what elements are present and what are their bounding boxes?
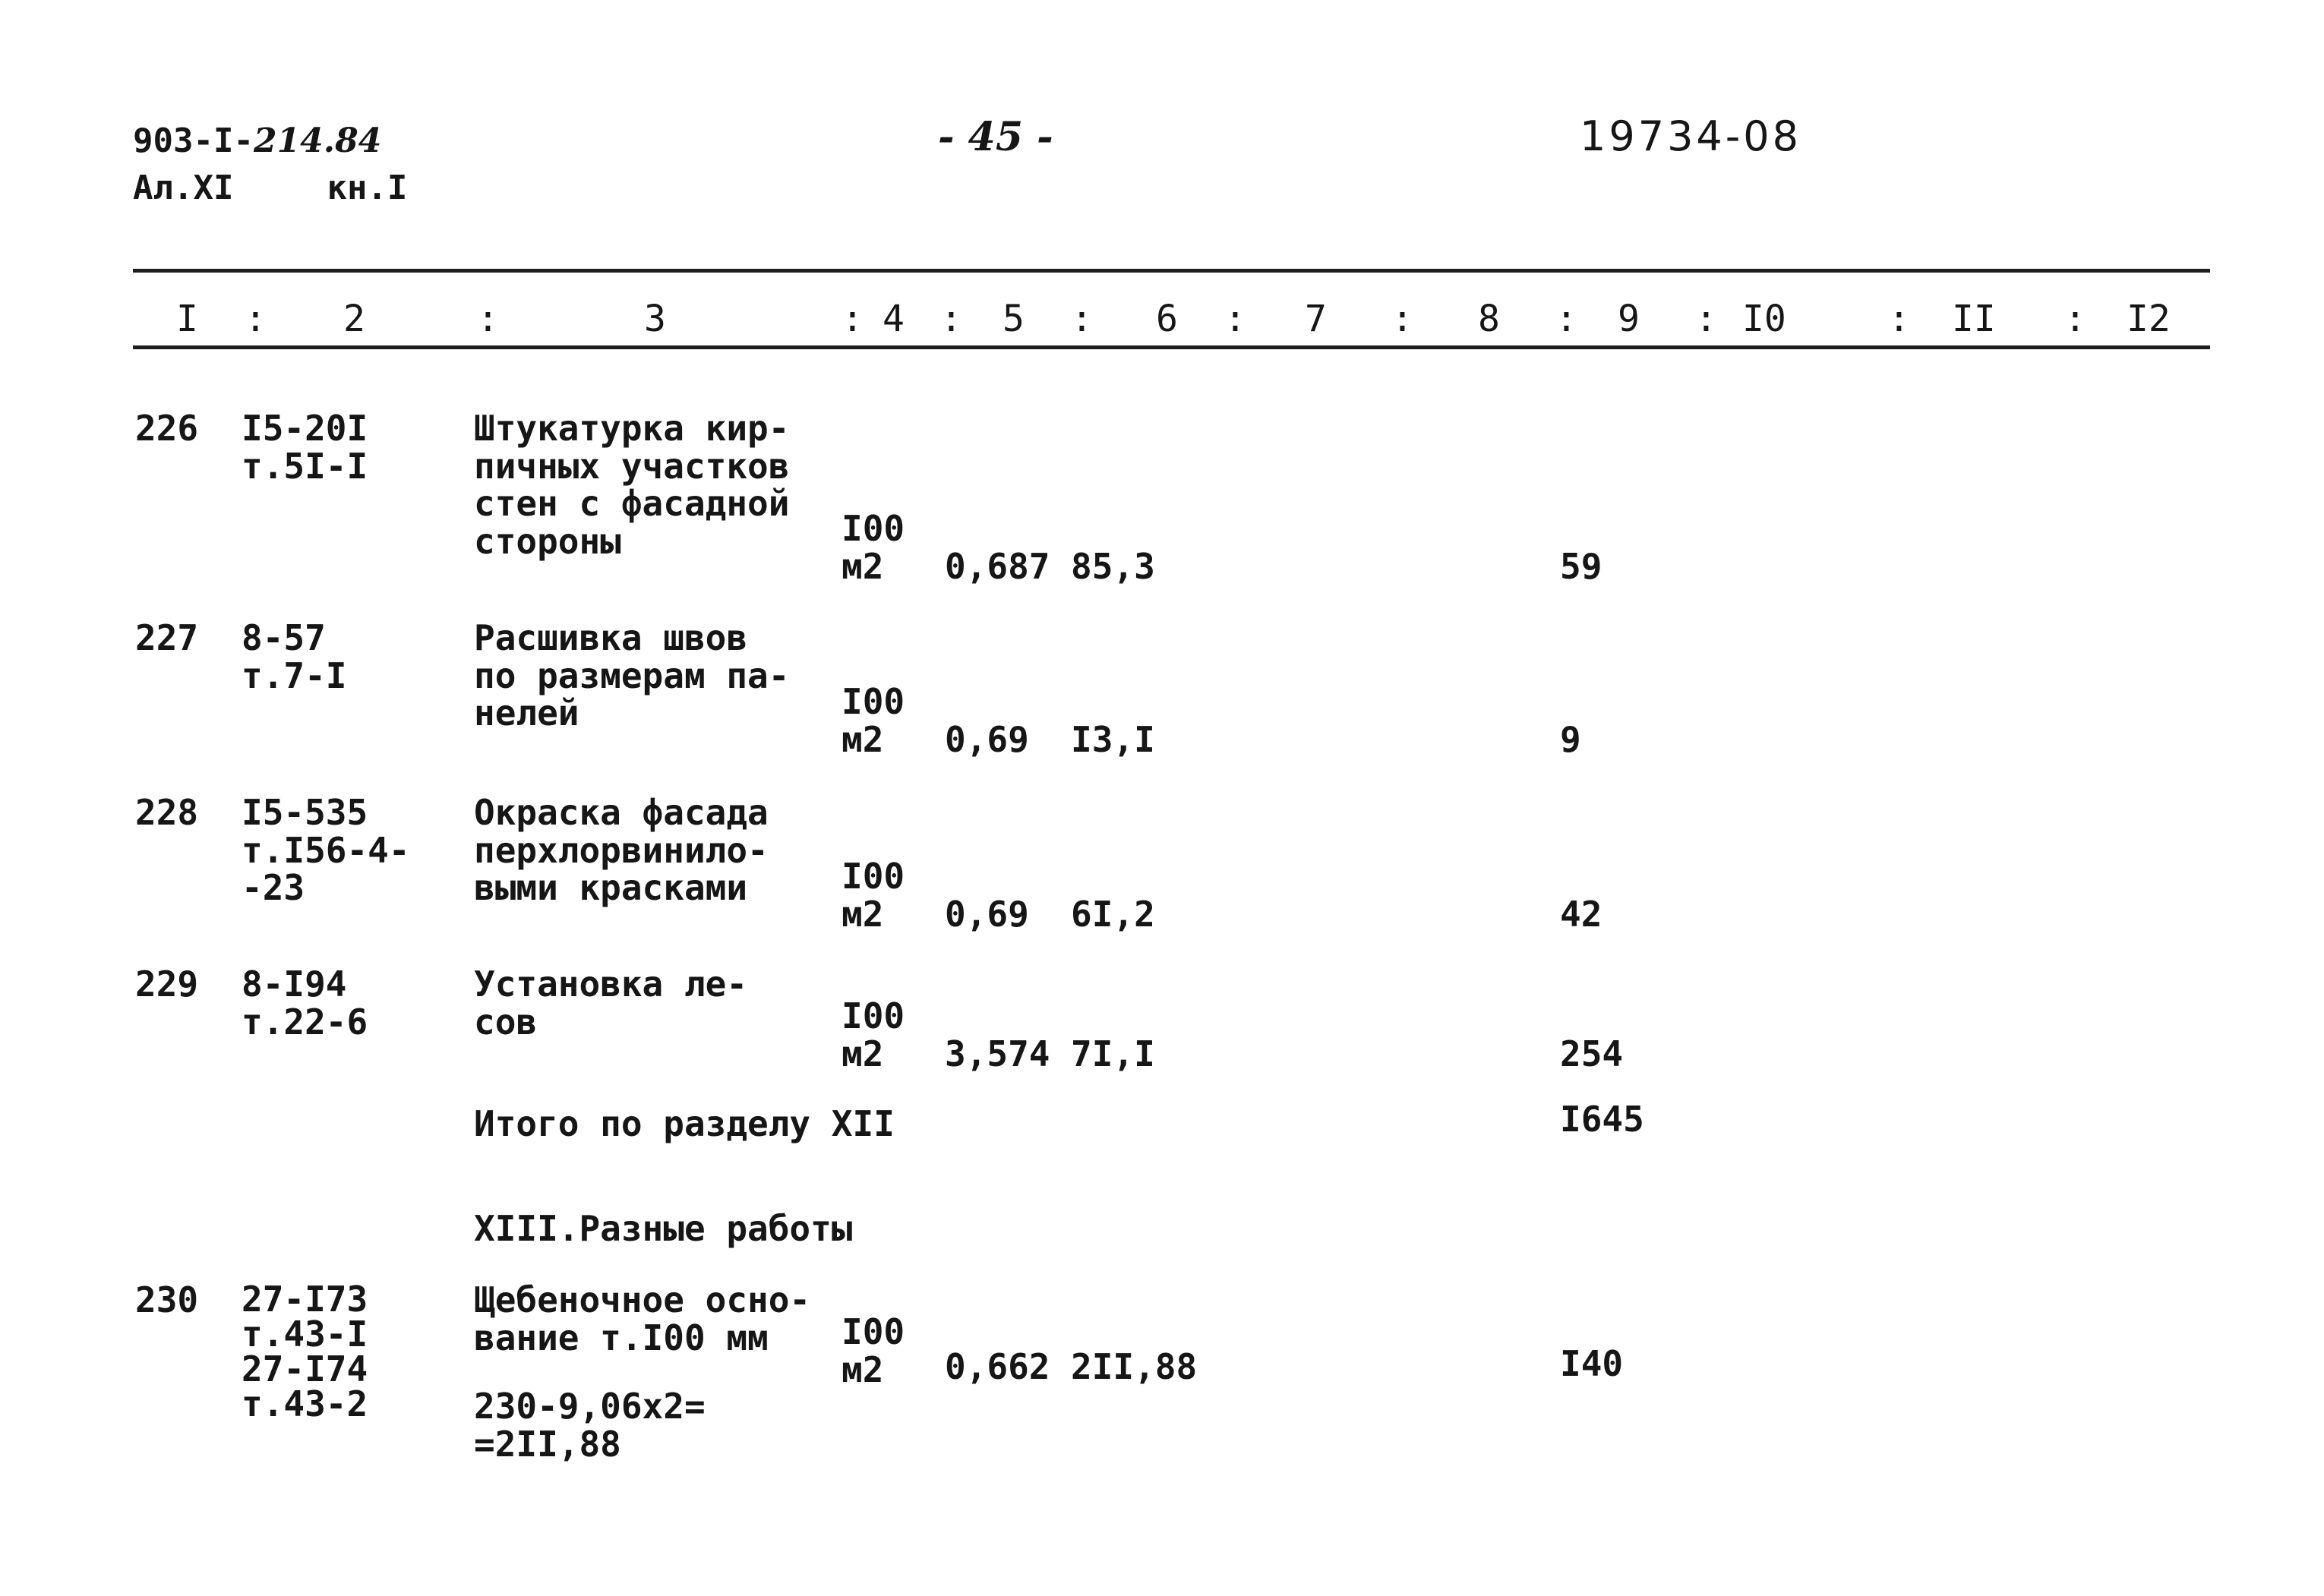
book-label: кн.I bbox=[327, 169, 408, 207]
quantity: 0,662 bbox=[945, 1346, 1050, 1387]
unit: I00 м2 bbox=[842, 856, 905, 935]
quantity-calculation: 230-9,06х2= =2II,88 bbox=[474, 1386, 706, 1465]
unit-price: I3,I bbox=[1071, 719, 1155, 760]
document-code-handwritten: 214.84 bbox=[253, 121, 382, 160]
unit-price: 85,3 bbox=[1071, 546, 1155, 587]
column-separator: : bbox=[477, 298, 499, 340]
total-cost: 59 bbox=[1560, 546, 1602, 587]
column-number: I bbox=[176, 298, 198, 340]
norm-code: 27-I73 т.43-I 27-I74 т.43-2 bbox=[242, 1279, 368, 1424]
column-number: 2 bbox=[343, 298, 365, 340]
row-number: 229 bbox=[135, 964, 199, 1005]
column-separator: : bbox=[1224, 298, 1246, 340]
work-description: Установка ле- сов bbox=[474, 964, 748, 1042]
document-code-prefix: 903-I- bbox=[133, 121, 254, 160]
work-description: Штукатурка кир- пичных участков стен с фасадной стороны bbox=[474, 408, 790, 563]
unit-price: 7I,I bbox=[1071, 1033, 1155, 1074]
quantity: 0,687 bbox=[945, 546, 1050, 587]
unit: I00 м2 bbox=[842, 681, 905, 760]
document-code bbox=[133, 121, 381, 160]
column-separator: : bbox=[1071, 298, 1093, 340]
column-number: 8 bbox=[1478, 298, 1500, 340]
unit-price: 2II,88 bbox=[1071, 1346, 1198, 1387]
column-number: I0 bbox=[1742, 298, 1786, 340]
column-number: 5 bbox=[1003, 298, 1025, 340]
row-number: 227 bbox=[135, 617, 199, 658]
column-separator: : bbox=[1555, 298, 1577, 340]
unit-price: 6I,2 bbox=[1071, 894, 1155, 935]
unit: I00 м2 bbox=[842, 508, 905, 587]
unit: I00 м2 bbox=[842, 995, 905, 1074]
row-number: 228 bbox=[135, 792, 199, 833]
column-number: 4 bbox=[883, 298, 905, 340]
norm-code: 8-I94 т.22-6 bbox=[242, 964, 368, 1042]
norm-code: I5-20I т.5I-I bbox=[242, 408, 368, 487]
column-number: 7 bbox=[1305, 298, 1327, 340]
column-separator: : bbox=[2064, 298, 2086, 340]
row-number: 226 bbox=[135, 408, 199, 449]
section-total-value: I645 bbox=[1560, 1099, 1644, 1140]
column-number: II bbox=[1952, 298, 1996, 340]
column-separator: : bbox=[245, 298, 267, 340]
column-separator: : bbox=[1695, 298, 1717, 340]
total-cost: 254 bbox=[1560, 1033, 1624, 1074]
column-number: 6 bbox=[1156, 298, 1178, 340]
total-cost: I40 bbox=[1560, 1343, 1624, 1384]
row-number: 230 bbox=[135, 1279, 199, 1320]
quantity: 0,69 bbox=[945, 894, 1029, 935]
header-rule bbox=[133, 345, 2210, 349]
top-rule bbox=[133, 269, 2210, 273]
work-description: Щебеночное осно- вание т.I00 мм bbox=[474, 1279, 811, 1358]
column-number: 9 bbox=[1618, 298, 1640, 340]
norm-code: 8-57 т.7-I bbox=[242, 617, 347, 696]
column-separator: : bbox=[940, 298, 962, 340]
column-separator: : bbox=[1888, 298, 1910, 340]
column-separator: : bbox=[1391, 298, 1413, 340]
quantity: 3,574 bbox=[945, 1033, 1050, 1074]
page-number: - 45 - bbox=[938, 114, 1053, 160]
column-separator: : bbox=[842, 298, 864, 340]
section-heading: XIII.Разные работы bbox=[474, 1208, 853, 1249]
column-number: 3 bbox=[644, 298, 666, 340]
order-number: 19734-08 bbox=[1580, 112, 1801, 160]
album-label: Ал.XI bbox=[133, 169, 234, 207]
album-book bbox=[133, 169, 407, 207]
section-total-label: Итого по разделу XII bbox=[474, 1103, 895, 1144]
work-description: Расшивка швов по размерам па- нелей bbox=[474, 617, 790, 734]
work-description: Окраска фасада перхлорвинило- выми красками bbox=[474, 792, 769, 909]
total-cost: 42 bbox=[1560, 894, 1602, 935]
unit: I00 м2 bbox=[842, 1311, 905, 1390]
norm-code: I5-535 т.I56-4- -23 bbox=[242, 792, 410, 909]
total-cost: 9 bbox=[1560, 719, 1581, 760]
column-number: I2 bbox=[2127, 298, 2171, 340]
quantity: 0,69 bbox=[945, 719, 1029, 760]
